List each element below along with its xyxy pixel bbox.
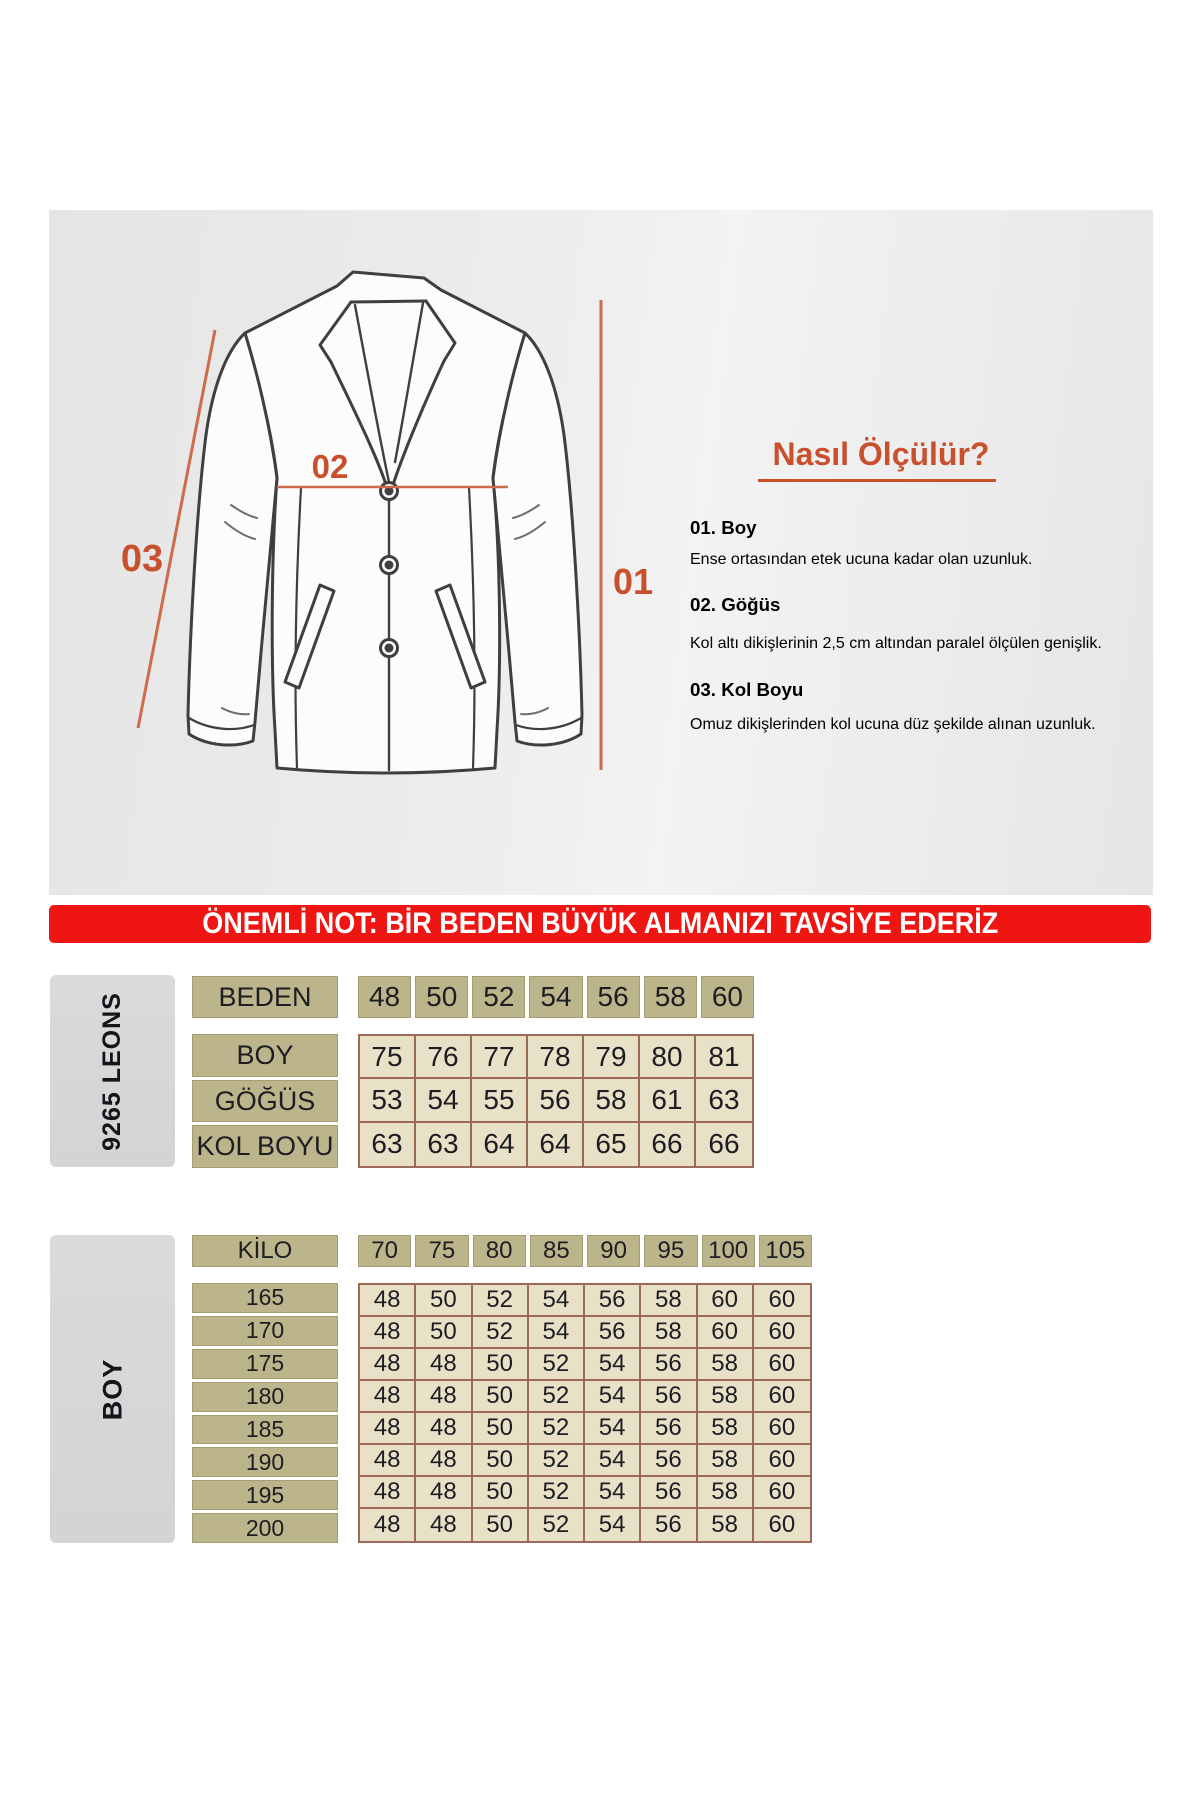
important-note-banner (49, 905, 1151, 943)
table-cell: 48 (416, 1349, 472, 1381)
table-cell: 58 (698, 1509, 754, 1541)
table-cell: 56 (641, 1349, 697, 1381)
weight-table-side-label-text: BOY (96, 1358, 127, 1420)
size-table-grid (358, 1034, 754, 1168)
table-cell: 180 (192, 1382, 338, 1412)
weight-table-header-values (358, 1235, 812, 1267)
table-cell: 58 (698, 1381, 754, 1413)
table-cell: 52 (529, 1509, 585, 1541)
table-cell: 54 (585, 1349, 641, 1381)
table-cell: 65 (584, 1123, 640, 1166)
table-cell: 75 (360, 1036, 416, 1079)
table-cell: 175 (192, 1349, 338, 1379)
howto-heading-gogus: 02. Göğüs (690, 593, 781, 615)
table-cell: 54 (529, 1285, 585, 1317)
table-cell: 48 (360, 1413, 416, 1445)
size-table-header-label: BEDEN (192, 976, 338, 1018)
table-cell: 54 (585, 1381, 641, 1413)
table-cell: 54 (585, 1509, 641, 1541)
table-cell: 50 (416, 1317, 472, 1349)
table-cell: 185 (192, 1415, 338, 1445)
table-cell: 80 (640, 1036, 696, 1079)
table-cell: 60 (754, 1317, 810, 1349)
table-cell: 63 (360, 1123, 416, 1166)
table-cell: 60 (754, 1285, 810, 1317)
table-cell: 79 (584, 1036, 640, 1079)
length-measure-label: 01 (612, 561, 654, 602)
table-cell: 58 (698, 1445, 754, 1477)
table-cell: 48 (360, 1349, 416, 1381)
table-cell: 50 (473, 1477, 529, 1509)
table-cell: 63 (416, 1123, 472, 1166)
table-cell: 50 (416, 1285, 472, 1317)
howto-heading-kol-boyu: 03. Kol Boyu (690, 678, 804, 700)
size-table-header-values (358, 976, 754, 1018)
table-cell: 60 (698, 1317, 754, 1349)
table-cell: 58 (641, 1285, 697, 1317)
table-cell: 56 (641, 1413, 697, 1445)
table-cell: 58 (698, 1477, 754, 1509)
table-cell: 78 (528, 1036, 584, 1079)
table-cell: 60 (754, 1445, 810, 1477)
table-cell: 50 (473, 1381, 529, 1413)
table-cell: 48 (360, 1509, 416, 1541)
table-cell: 52 (472, 976, 525, 1018)
table-cell: 60 (701, 976, 754, 1018)
table-cell: 58 (641, 1317, 697, 1349)
table-cell: 60 (754, 1477, 810, 1509)
table-cell: 64 (528, 1123, 584, 1166)
table-cell: 60 (754, 1349, 810, 1381)
table-cell: 58 (644, 976, 697, 1018)
table-cell: 54 (416, 1079, 472, 1122)
table-cell: 56 (585, 1285, 641, 1317)
size-table-side-label (50, 975, 175, 1167)
table-cell: 50 (473, 1445, 529, 1477)
table-cell: 48 (416, 1445, 472, 1477)
howto-title: Nasıl Ölçülür? (772, 436, 990, 472)
table-cell: 63 (696, 1079, 752, 1122)
table-cell: 54 (529, 1317, 585, 1349)
table-cell: 48 (416, 1477, 472, 1509)
table-cell: 60 (698, 1285, 754, 1317)
table-cell: 50 (473, 1509, 529, 1541)
table-cell: 81 (696, 1036, 752, 1079)
size-guide-illustration-panel (49, 210, 1153, 895)
table-cell: 60 (768, 1511, 796, 1538)
table-cell: 52 (473, 1317, 529, 1349)
table-cell: 190 (192, 1447, 338, 1477)
table-cell: 56 (641, 1509, 697, 1541)
table-cell: 48 (416, 1381, 472, 1413)
table-cell: 85 (530, 1235, 583, 1267)
table-cell: 48 (360, 1317, 416, 1349)
table-cell: 52 (529, 1381, 585, 1413)
table-cell: 56 (528, 1079, 584, 1122)
table-cell: 50 (473, 1349, 529, 1381)
table-cell: 53 (360, 1079, 416, 1122)
table-cell: 195 (192, 1480, 338, 1510)
table-cell: 66 (708, 1128, 740, 1160)
howto-desc-kol-boyu: Omuz dikişlerinden kol ucuna düz şekilde alınan uzunluk. (690, 716, 1096, 733)
table-cell: 56 (641, 1381, 697, 1413)
table-cell: 50 (473, 1413, 529, 1445)
table-cell: 75 (415, 1235, 468, 1267)
table-cell: 48 (360, 1381, 416, 1413)
table-cell: 48 (416, 1413, 472, 1445)
sleeve-measure-label: 03 (120, 538, 164, 580)
table-cell: 52 (529, 1349, 585, 1381)
table-cell: 60 (754, 1381, 810, 1413)
weight-table-side-label (50, 1235, 175, 1543)
table-cell: 56 (641, 1477, 697, 1509)
table-cell: 48 (360, 1285, 416, 1317)
table-cell: 52 (473, 1285, 529, 1317)
table-cell: 58 (698, 1349, 754, 1381)
table-cell: 70 (358, 1235, 411, 1267)
howto-title-underline (758, 479, 996, 482)
table-cell: 60 (754, 1413, 810, 1445)
table-cell: 165 (192, 1283, 338, 1313)
howto-desc-boy: Ense ortasından etek ucuna kadar olan uzunluk. (690, 551, 1033, 568)
table-cell: 61 (640, 1079, 696, 1122)
table-cell: 66 (640, 1123, 696, 1166)
table-cell: 54 (585, 1477, 641, 1509)
size-table-row-labels (192, 1034, 338, 1168)
table-cell: 76 (416, 1036, 472, 1079)
table-cell: 48 (360, 1445, 416, 1477)
table-cell: 80 (473, 1235, 526, 1267)
table-cell: 56 (641, 1445, 697, 1477)
table-cell: GÖĞÜS (192, 1080, 338, 1123)
table-cell: BOY (192, 1034, 338, 1077)
table-cell: 52 (529, 1413, 585, 1445)
table-cell: 58 (584, 1079, 640, 1122)
table-cell: 170 (192, 1316, 338, 1346)
table-cell: 77 (472, 1036, 528, 1079)
coat-body (245, 272, 525, 773)
table-cell: 90 (587, 1235, 640, 1267)
table-cell: 64 (472, 1123, 528, 1166)
size-table-side-label-text: 9265 LEONS (98, 991, 126, 1151)
table-cell: 54 (585, 1445, 641, 1477)
table-cell: 54 (585, 1413, 641, 1445)
howto-desc-gogus: Kol altı dikişlerinin 2,5 cm altından paralel ölçülen genişlik. (690, 635, 1102, 652)
howto-heading-boy: 01. Boy (690, 516, 757, 538)
table-cell: 100 (702, 1235, 755, 1267)
important-note-text: ÖNEMLİ NOT: BİR BEDEN BÜYÜK ALMANIZI TAVSİYE EDERİZ (201, 907, 999, 940)
table-cell: 52 (529, 1445, 585, 1477)
table-cell: 48 (416, 1509, 472, 1541)
table-cell: 56 (587, 976, 640, 1018)
chest-measure-label: 02 (311, 448, 349, 485)
table-cell: 200 (192, 1513, 338, 1543)
table-cell: 105 (759, 1235, 812, 1267)
table-cell: 55 (472, 1079, 528, 1122)
table-cell: 52 (529, 1477, 585, 1509)
table-cell: KOL BOYU (192, 1125, 338, 1168)
table-cell: 48 (358, 976, 411, 1018)
weight-table-grid (358, 1283, 812, 1543)
table-cell: 50 (415, 976, 468, 1018)
weight-table-header-label: KİLO (192, 1235, 338, 1267)
table-cell: 95 (644, 1235, 697, 1267)
table-cell: 58 (698, 1413, 754, 1445)
table-cell: 48 (360, 1477, 416, 1509)
table-cell: 56 (585, 1317, 641, 1349)
weight-table-row-labels (192, 1283, 338, 1543)
table-cell: 54 (529, 976, 582, 1018)
